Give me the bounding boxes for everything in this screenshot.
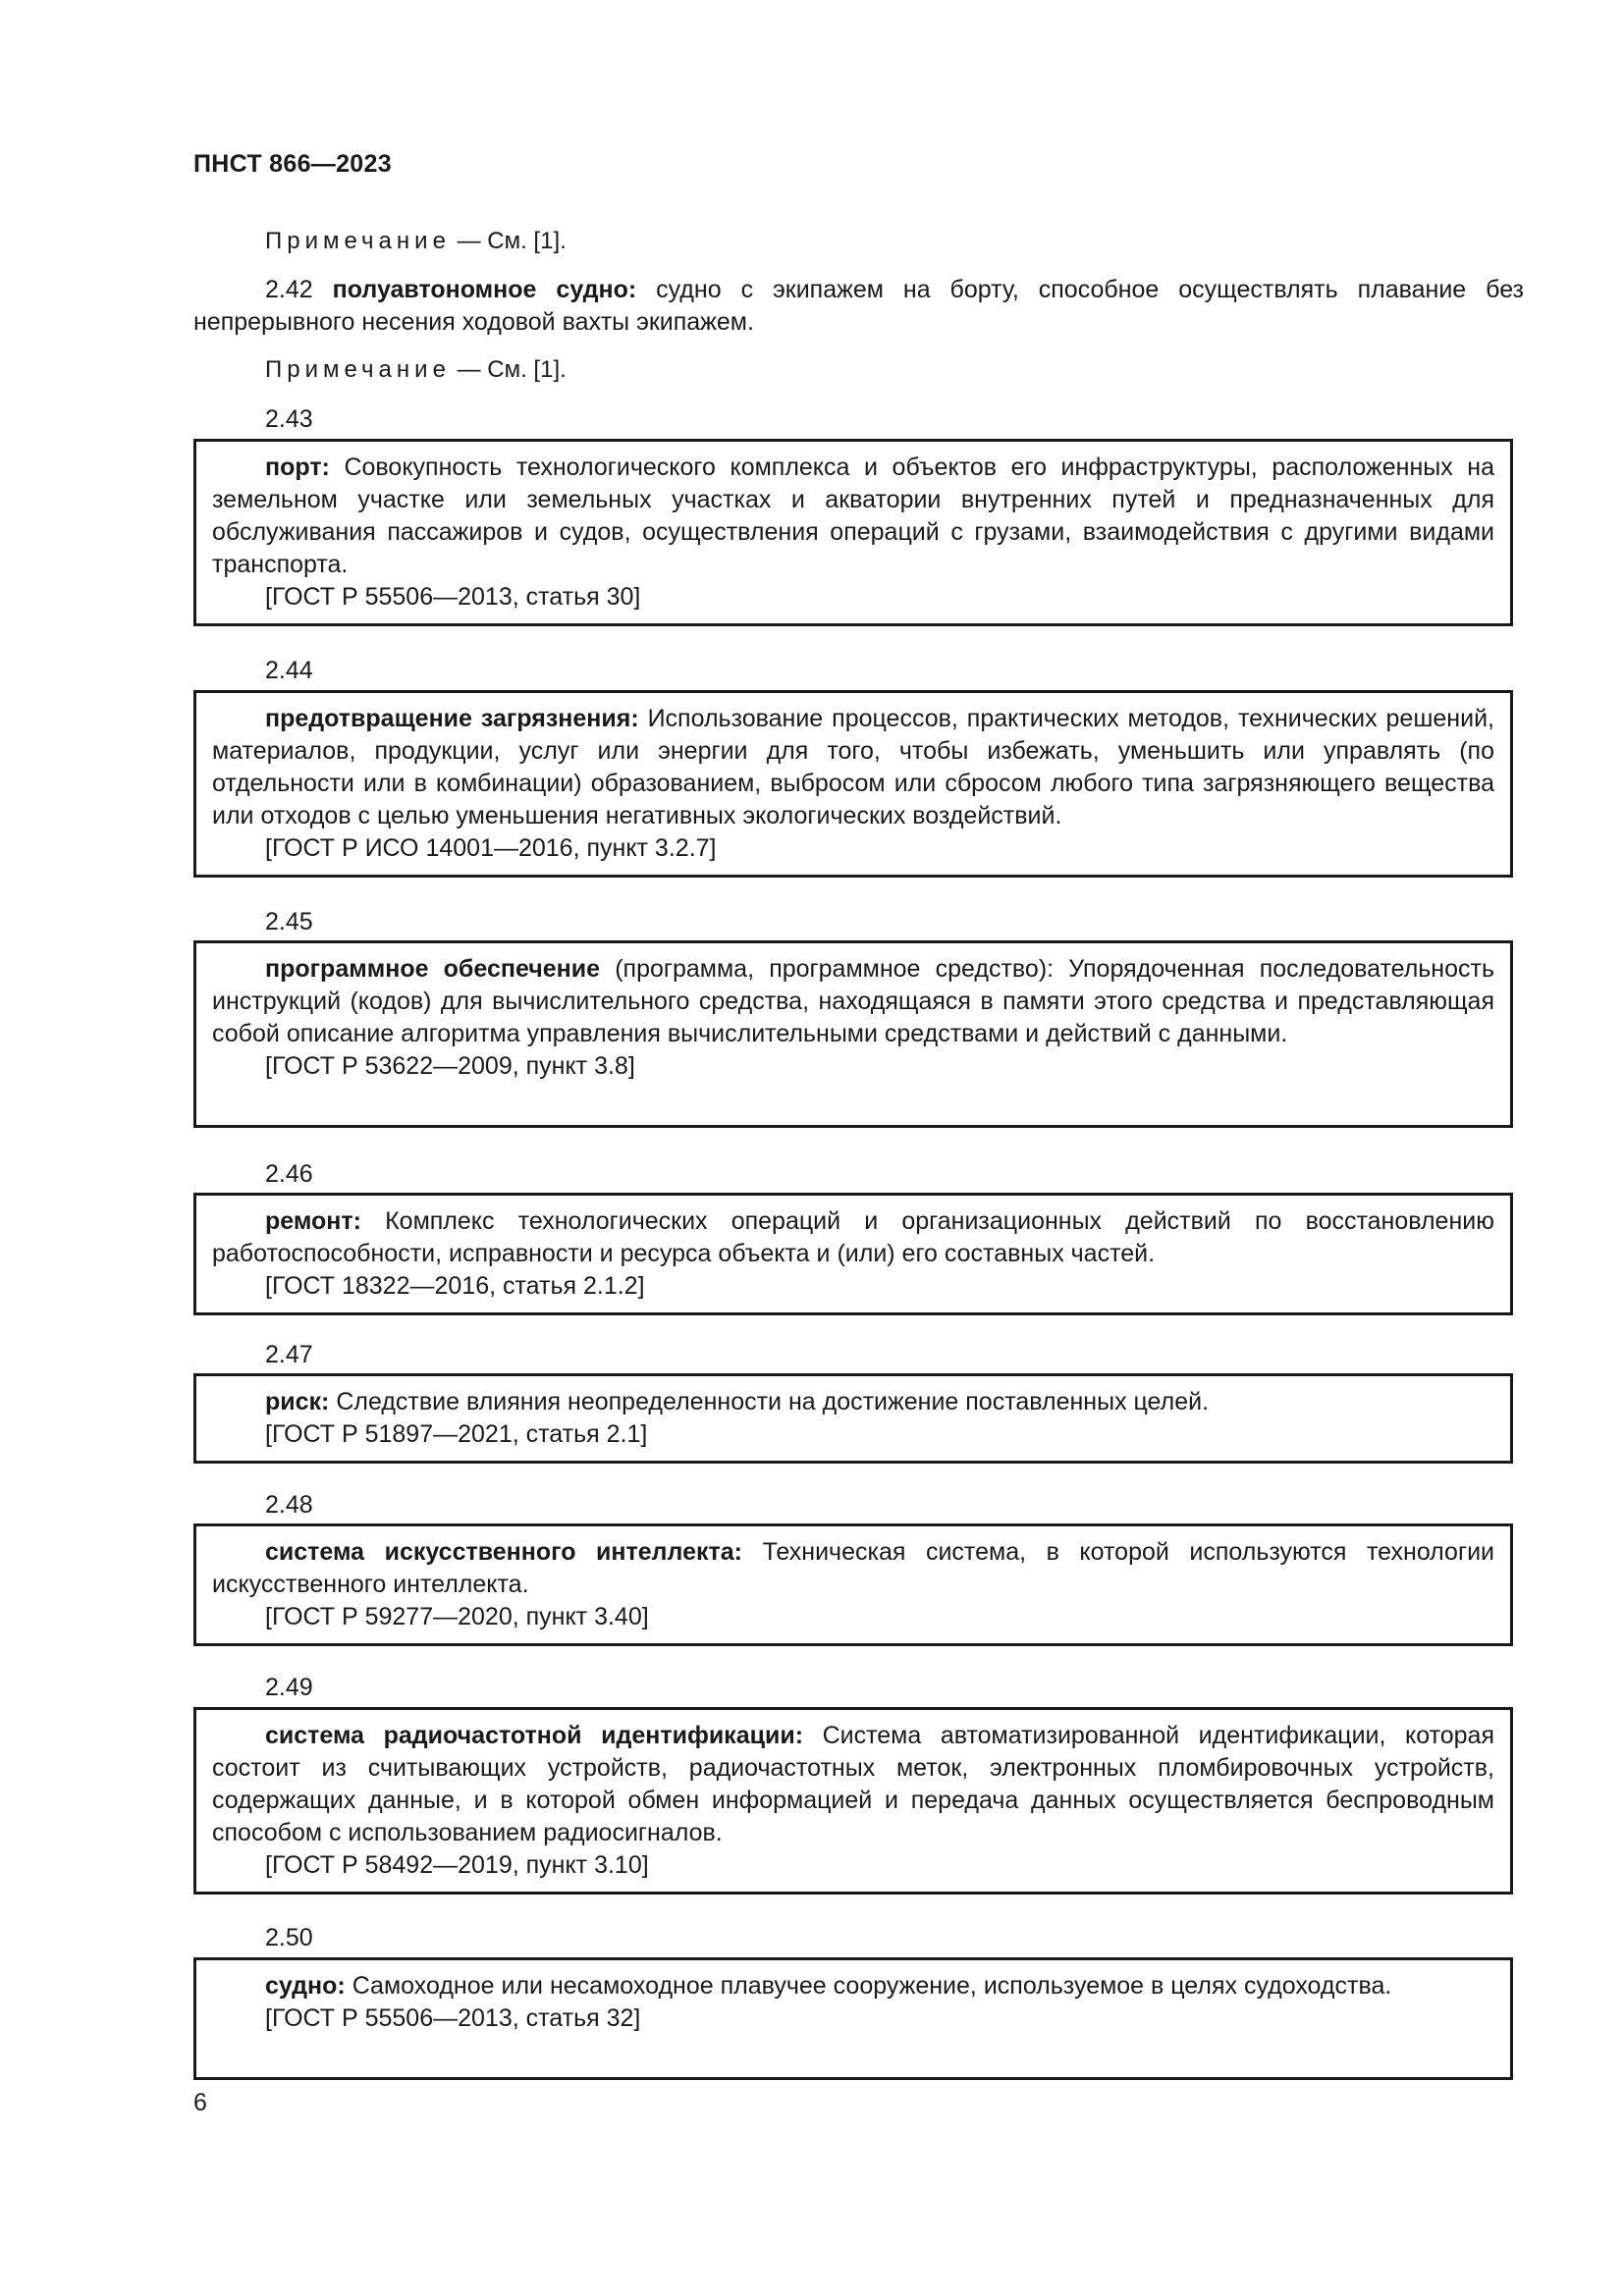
term-box (193, 940, 1513, 1128)
note-text: — См. [1]. (457, 356, 567, 383)
entry-number: 2.49 (265, 1674, 313, 1701)
note-label: Примечание (265, 228, 451, 254)
entry-number: 2.50 (265, 1924, 313, 1951)
term: ремонт: (265, 1207, 361, 1235)
term-box (193, 1957, 1513, 2080)
entry-number: 2.43 (265, 405, 313, 433)
entry-number: 2.47 (265, 1341, 313, 1368)
term: полуавтономное судно: (332, 276, 637, 303)
note-label: Примечание (265, 356, 451, 383)
definition: Совокупность технологического комплекса и объектов его инфраструктуры, расположенных на земельном участке или земельных участках и акватории внутренних путей и предназначенных для обслуживания пассажиров и судов, осуществления операций с грузами, взаимодействия с другими видами транспорта. (212, 454, 1495, 578)
definition: Следствие влияния неопределенности на достижение поставленных целей. (336, 1388, 1210, 1415)
source-reference: [ГОСТ Р 55506—2013, статья 32] (265, 2004, 641, 2032)
definition: Техническая система, в которой используются технологии искусственного интеллекта. (212, 1538, 1495, 1598)
entry-number: 2.42 (265, 276, 313, 303)
term-box (193, 1707, 1513, 1895)
entry-number: 2.46 (265, 1160, 313, 1188)
page-number: 6 (193, 2089, 207, 2116)
term: программное обеспечение (265, 955, 601, 983)
source-reference: [ГОСТ Р 59277—2020, пункт 3.40] (265, 1603, 649, 1630)
term-box (193, 1193, 1513, 1315)
entry-number: 2.48 (265, 1491, 313, 1519)
term: порт: (265, 454, 330, 481)
page-header: ПНСТ 866—2023 (193, 150, 392, 178)
term: система радиочастотной идентификации: (265, 1722, 804, 1749)
term: риск: (265, 1388, 330, 1415)
source-reference: [ГОСТ Р 58492—2019, пункт 3.10] (265, 1851, 649, 1879)
definition: Комплекс технологических операций и организационных действий по восстановлению работоспособности, исправности и ресурса объекта и (или) его составных частей. (212, 1207, 1494, 1267)
definition: Использование процессов, практических методов, технических решений, материалов, продукции, услуг или энергии для того, чтобы избежать, уменьшить или управлять (по отдельности или в комбинации) образованием, выбросом или сбросом любого типа загрязняющего вещества или отходов с целью уменьшения негативных экологических воздействий. (212, 705, 1494, 829)
source-reference: [ГОСТ Р 53622—2009, пункт 3.8] (265, 1052, 635, 1080)
entry-number: 2.44 (265, 657, 313, 684)
definition: судно с экипажем на борту, способное осуществлять плавание без непрерывного несения ходовой вахты экипажем. (193, 276, 1525, 336)
definition: Самоходное или несамоходное плавучее сооружение, используемое в целях судоходства. (352, 1972, 1392, 2000)
note-text: — См. [1]. (457, 228, 567, 254)
source-reference: [ГОСТ Р 55506—2013, статья 30] (265, 583, 641, 611)
term: судно: (265, 1972, 346, 2000)
term-box (193, 1523, 1513, 1646)
note-1 (265, 228, 567, 255)
term: предотвращение загрязнения: (265, 705, 639, 732)
term-box (193, 439, 1513, 626)
source-reference: [ГОСТ Р ИСО 14001—2016, пункт 3.2.7] (265, 834, 717, 862)
term: система искусственного интеллекта: (265, 1538, 742, 1566)
note-2 (265, 356, 567, 384)
definition: Система автоматизированной идентификации, которая состоит из считывающих устройств, радиочастотных меток, электронных пломбировочных устройств, содержащих данные, и в которой обмен информацией и передача данных осуществляется беспроводным способом с использованием радиосигналов. (212, 1722, 1494, 1846)
term-box (193, 1373, 1513, 1464)
term-box (193, 690, 1513, 878)
definition: (программа, программное средство): Упорядоченная последовательность инструкций (кодов) для вычислительного средства, находящаяся в памяти этого средства и представляющая собой описание алгоритма управления вычислительными средствами и действий с данными. (212, 955, 1494, 1047)
source-reference: [ГОСТ 18322—2016, статья 2.1.2] (265, 1272, 645, 1300)
source-reference: [ГОСТ Р 51897—2021, статья 2.1] (265, 1420, 648, 1448)
term-entry-2-42 (193, 274, 1524, 339)
entry-number: 2.45 (265, 908, 313, 935)
